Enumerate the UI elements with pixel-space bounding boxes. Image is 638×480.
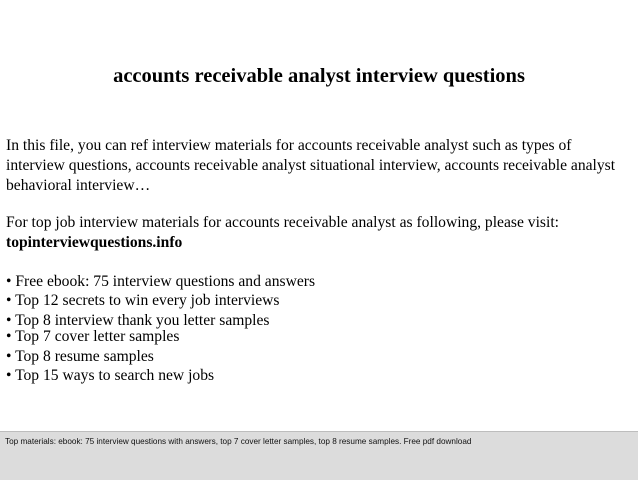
follow-text: For top job interview materials for accounts receivable analyst as following, please visit: bbox=[6, 214, 559, 231]
intro-paragraph: In this file, you can ref interview materials for accounts receivable analyst such as types of interview questions, accounts receivable analyst situational interview, accounts receivable analyst behavioral interview… bbox=[6, 137, 616, 194]
footer-text: Top materials: ebook: 75 interview questions with answers, top 7 cover letter samples, top 8 resume samples. Free pdf download bbox=[5, 437, 472, 446]
list-item: • Top 12 secrets to win every job interviews bbox=[6, 292, 280, 310]
footer-bar bbox=[0, 431, 638, 480]
list-item: • Top 8 interview thank you letter samples bbox=[6, 311, 270, 329]
list-item: • Free ebook: 75 interview questions and answers bbox=[6, 273, 316, 290]
site-link[interactable]: topinterviewquestions.info bbox=[6, 233, 183, 251]
follow-paragraph bbox=[6, 213, 634, 253]
page-title: accounts receivable analyst interview questions bbox=[113, 65, 525, 87]
list-item: • Top 15 ways to search new jobs bbox=[6, 367, 215, 385]
list-item: • Top 7 cover letter samples bbox=[6, 328, 180, 346]
list-item: • Top 8 resume samples bbox=[6, 347, 154, 365]
materials-list bbox=[6, 272, 634, 385]
